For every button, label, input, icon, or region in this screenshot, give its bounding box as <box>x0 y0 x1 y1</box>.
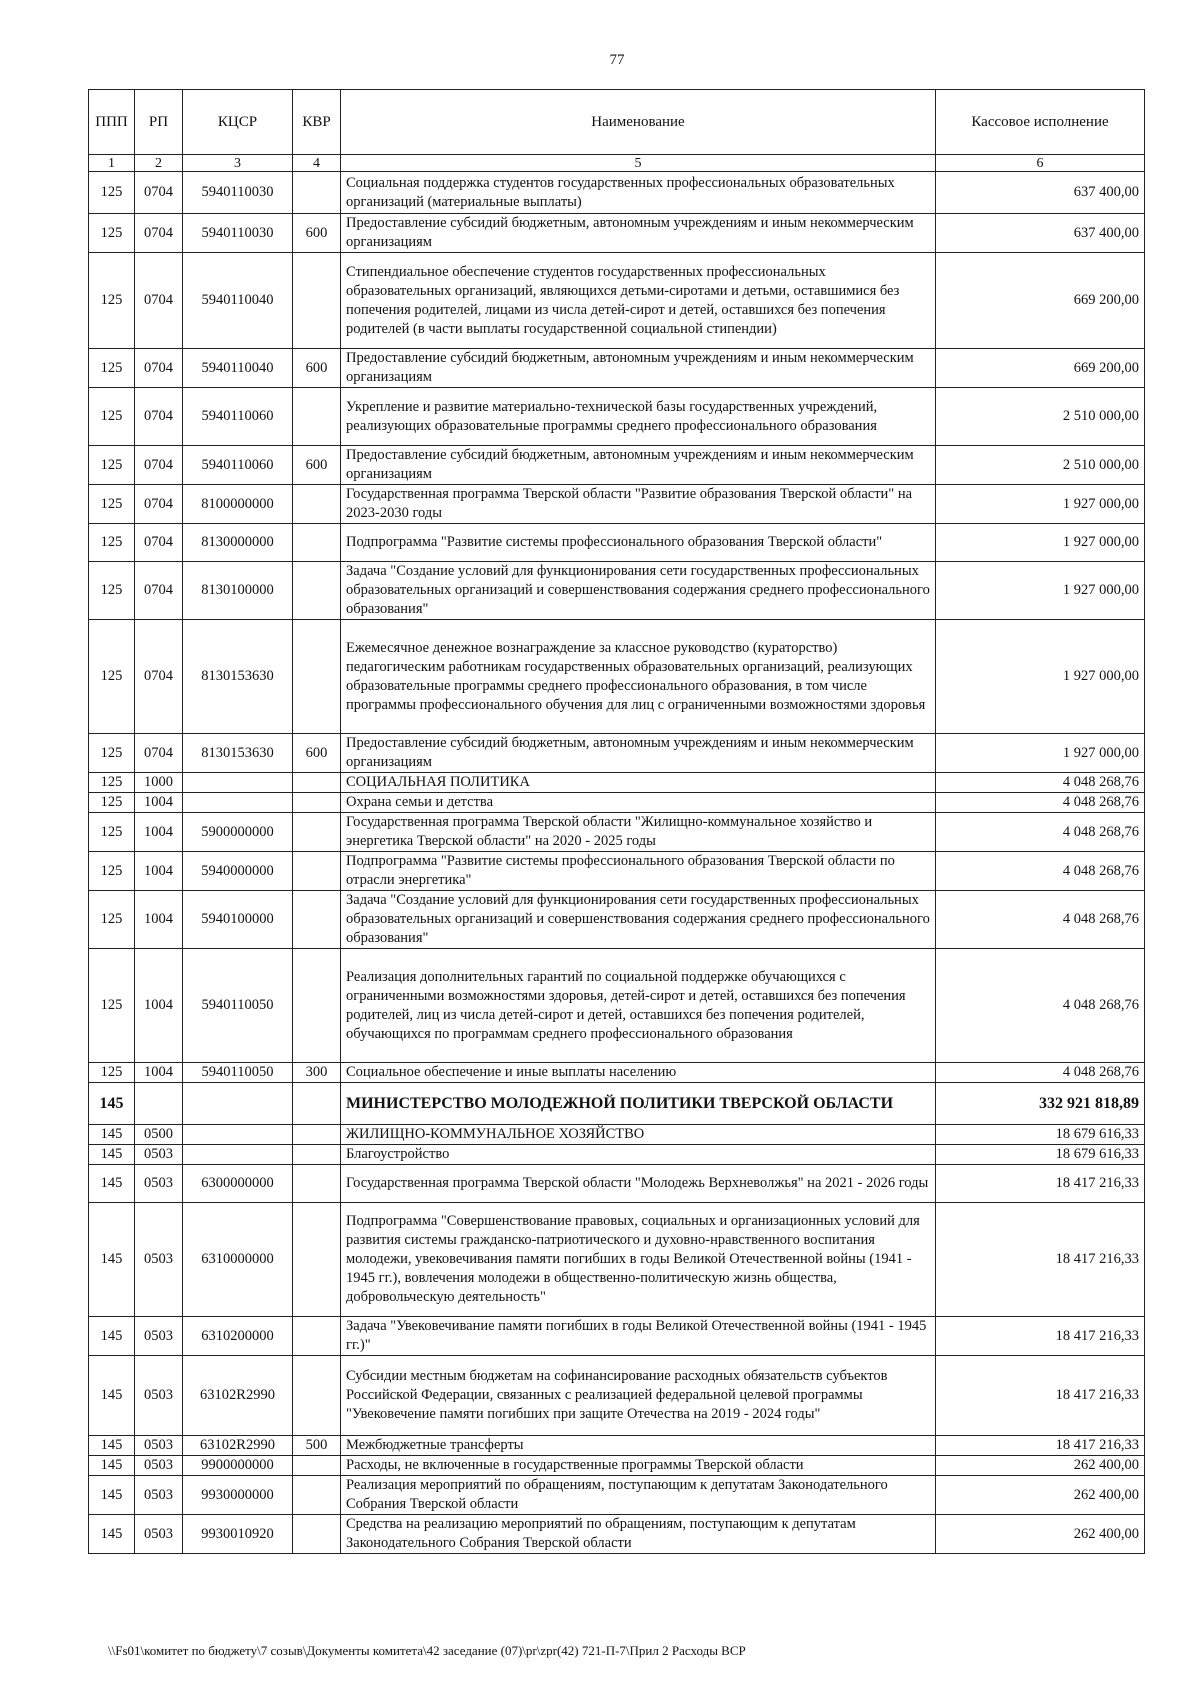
table-row <box>89 485 1145 524</box>
cell-kvr <box>293 1456 341 1476</box>
cell-ppp: 125 <box>89 949 135 1063</box>
cell-rp: 0503 <box>135 1456 183 1476</box>
cell-ppp: 125 <box>89 562 135 620</box>
column-number: 2 <box>135 155 183 172</box>
table-row <box>89 446 1145 485</box>
cell-name: Социальная поддержка студентов государственных профессиональных образовательных организаций (материальные выплаты) <box>341 172 936 214</box>
cell-kcsr: 5940110060 <box>183 388 293 446</box>
cell-rp: 0500 <box>135 1125 183 1145</box>
table-row <box>89 1083 1145 1125</box>
cell-amount: 1 927 000,00 <box>936 485 1145 524</box>
table-row <box>89 891 1145 949</box>
table-row <box>89 1436 1145 1456</box>
cell-kcsr: 9930010920 <box>183 1515 293 1554</box>
cell-rp: 0704 <box>135 349 183 388</box>
cell-name: Социальное обеспечение и иные выплаты населению <box>341 1063 936 1083</box>
cell-ppp: 125 <box>89 172 135 214</box>
cell-amount: 4 048 268,76 <box>936 813 1145 852</box>
cell-amount: 1 927 000,00 <box>936 620 1145 734</box>
table-row <box>89 524 1145 562</box>
cell-amount: 4 048 268,76 <box>936 773 1145 793</box>
cell-rp: 1004 <box>135 793 183 813</box>
cell-kvr <box>293 562 341 620</box>
cell-kvr <box>293 1203 341 1317</box>
cell-name: Государственная программа Тверской области "Развитие образования Тверской области" на 2023-2030 годы <box>341 485 936 524</box>
cell-kcsr: 5940110050 <box>183 949 293 1063</box>
cell-amount: 4 048 268,76 <box>936 852 1145 891</box>
cell-rp: 1004 <box>135 813 183 852</box>
table-row <box>89 562 1145 620</box>
table-row <box>89 1165 1145 1203</box>
cell-name: ЖИЛИЩНО-КОММУНАЛЬНОЕ ХОЗЯЙСТВО <box>341 1125 936 1145</box>
cell-amount: 1 927 000,00 <box>936 562 1145 620</box>
cell-ppp: 145 <box>89 1436 135 1456</box>
cell-ppp: 145 <box>89 1356 135 1436</box>
cell-name: Предоставление субсидий бюджетным, автономным учреждениям и иным некоммерческим организациям <box>341 214 936 253</box>
cell-amount: 1 927 000,00 <box>936 734 1145 773</box>
cell-ppp: 125 <box>89 734 135 773</box>
cell-kvr <box>293 388 341 446</box>
cell-rp: 0503 <box>135 1476 183 1515</box>
column-number: 6 <box>936 155 1145 172</box>
cell-rp: 1000 <box>135 773 183 793</box>
cell-name: Стипендиальное обеспечение студентов государственных профессиональных образовательных организаций, являющихся детьми-сиротами и детьми, оставшимися без попечения родителей, лицами из числа детей-сирот и детей, оставшихся без попечения родителей (в части выплаты государственной социальной стипендии) <box>341 253 936 349</box>
cell-ppp: 125 <box>89 793 135 813</box>
cell-kvr <box>293 485 341 524</box>
cell-kvr <box>293 172 341 214</box>
cell-amount: 18 417 216,33 <box>936 1165 1145 1203</box>
cell-name: Субсидии местным бюджетам на софинансирование расходных обязательств субъектов Российской Федерации, связанных с реализацией федеральной целевой программы "Увековечение памяти погибших при защите Отечества на 2019 - 2024 годы" <box>341 1356 936 1436</box>
table-row <box>89 773 1145 793</box>
cell-ppp: 145 <box>89 1145 135 1165</box>
cell-name: Ежемесячное денежное вознаграждение за классное руководство (кураторство) педагогическим работникам государственных образовательных организаций, реализующих образовательные программы среднего профессионального образования, в том числе программы профессионального обучения для лиц с ограниченными возможностями здоровья <box>341 620 936 734</box>
cell-ppp: 145 <box>89 1083 135 1125</box>
table-row <box>89 1356 1145 1436</box>
cell-ppp: 125 <box>89 773 135 793</box>
cell-kvr <box>293 793 341 813</box>
cell-amount: 637 400,00 <box>936 172 1145 214</box>
cell-ppp: 125 <box>89 1063 135 1083</box>
cell-rp: 0704 <box>135 620 183 734</box>
cell-kvr <box>293 1356 341 1436</box>
cell-kcsr: 8130000000 <box>183 524 293 562</box>
cell-amount: 4 048 268,76 <box>936 793 1145 813</box>
cell-rp: 0704 <box>135 172 183 214</box>
cell-kvr <box>293 524 341 562</box>
column-number-row <box>89 155 1145 172</box>
cell-rp: 0704 <box>135 485 183 524</box>
table-row <box>89 620 1145 734</box>
cell-amount: 669 200,00 <box>936 349 1145 388</box>
cell-rp: 0503 <box>135 1165 183 1203</box>
cell-kcsr: 5900000000 <box>183 813 293 852</box>
cell-name: Задача "Увековечивание памяти погибших в годы Великой Отечественной войны (1941 - 1945 гг.)" <box>341 1317 936 1356</box>
table-row <box>89 793 1145 813</box>
cell-kvr <box>293 1317 341 1356</box>
cell-kcsr: 5940100000 <box>183 891 293 949</box>
table-row <box>89 1456 1145 1476</box>
cell-kvr: 500 <box>293 1436 341 1456</box>
cell-kcsr <box>183 1125 293 1145</box>
cell-rp: 1004 <box>135 891 183 949</box>
cell-name: Расходы, не включенные в государственные программы Тверской области <box>341 1456 936 1476</box>
cell-kvr <box>293 773 341 793</box>
header-ppp: ППП <box>89 90 135 155</box>
cell-name: Укрепление и развитие материально-технической базы государственных учреждений, реализующих образовательные программы среднего профессионального образования <box>341 388 936 446</box>
cell-kcsr: 5940110040 <box>183 253 293 349</box>
cell-name: Предоставление субсидий бюджетным, автономным учреждениям и иным некоммерческим организациям <box>341 349 936 388</box>
cell-ppp: 125 <box>89 214 135 253</box>
cell-kvr <box>293 620 341 734</box>
cell-name: Задача "Создание условий для функционирования сети государственных профессиональных образовательных организаций и совершенствования содержания среднего профессионального образования" <box>341 562 936 620</box>
cell-rp: 0503 <box>135 1436 183 1456</box>
cell-ppp: 125 <box>89 524 135 562</box>
cell-kcsr: 63102R2990 <box>183 1356 293 1436</box>
cell-kvr <box>293 1145 341 1165</box>
table-row <box>89 214 1145 253</box>
cell-kcsr: 5940110040 <box>183 349 293 388</box>
cell-kvr <box>293 1083 341 1125</box>
cell-kcsr <box>183 1145 293 1165</box>
table-row <box>89 388 1145 446</box>
cell-amount: 18 417 216,33 <box>936 1436 1145 1456</box>
cell-rp: 0503 <box>135 1145 183 1165</box>
cell-name: Реализация дополнительных гарантий по социальной поддержке обучающихся с ограниченными возможностями здоровья, детей-сирот и детей, оставшихся без попечения родителей, лиц из числа детей-сирот и детей, оставшихся без попечения родителей, обучающихся по программам среднего профессионального образования <box>341 949 936 1063</box>
cell-amount: 1 927 000,00 <box>936 524 1145 562</box>
cell-kcsr: 8130100000 <box>183 562 293 620</box>
cell-ppp: 145 <box>89 1515 135 1554</box>
cell-kvr: 300 <box>293 1063 341 1083</box>
cell-name: Предоставление субсидий бюджетным, автономным учреждениям и иным некоммерческим организациям <box>341 446 936 485</box>
cell-amount: 332 921 818,89 <box>936 1083 1145 1125</box>
cell-name: Реализация мероприятий по обращениям, поступающим к депутатам Законодательного Собрания Тверской области <box>341 1476 936 1515</box>
cell-kcsr: 8130153630 <box>183 734 293 773</box>
cell-kcsr: 8130153630 <box>183 620 293 734</box>
cell-kvr: 600 <box>293 214 341 253</box>
cell-ppp: 145 <box>89 1317 135 1356</box>
cell-kcsr <box>183 773 293 793</box>
cell-kvr <box>293 1165 341 1203</box>
cell-ppp: 145 <box>89 1203 135 1317</box>
cell-kvr <box>293 253 341 349</box>
cell-amount: 18 679 616,33 <box>936 1125 1145 1145</box>
cell-rp: 0503 <box>135 1317 183 1356</box>
table-row <box>89 1515 1145 1554</box>
table-row <box>89 1317 1145 1356</box>
column-number: 5 <box>341 155 936 172</box>
cell-rp: 0704 <box>135 446 183 485</box>
cell-amount: 262 400,00 <box>936 1515 1145 1554</box>
cell-ppp: 125 <box>89 446 135 485</box>
cell-name: Государственная программа Тверской области "Жилищно-коммунальное хозяйство и энергетика Тверской области" на 2020 - 2025 годы <box>341 813 936 852</box>
cell-amount: 637 400,00 <box>936 214 1145 253</box>
cell-amount: 18 417 216,33 <box>936 1317 1145 1356</box>
budget-table <box>88 89 1145 1554</box>
cell-kvr: 600 <box>293 446 341 485</box>
footer-file-path: \\Fs01\комитет по бюджету\7 созыв\Документы комитета\42 заседание (07)\pr\zpr(42) 721-П-7\Прил 2 Расходы ВСР <box>108 1643 746 1658</box>
header-rp: РП <box>135 90 183 155</box>
cell-amount: 4 048 268,76 <box>936 1063 1145 1083</box>
cell-rp: 0704 <box>135 253 183 349</box>
column-number: 3 <box>183 155 293 172</box>
cell-rp: 0503 <box>135 1515 183 1554</box>
cell-kvr: 600 <box>293 349 341 388</box>
cell-name: Охрана семьи и детства <box>341 793 936 813</box>
cell-rp: 1004 <box>135 1063 183 1083</box>
table-row <box>89 1125 1145 1145</box>
header-kvr: КВР <box>293 90 341 155</box>
cell-kcsr: 8100000000 <box>183 485 293 524</box>
cell-kcsr <box>183 793 293 813</box>
cell-ppp: 125 <box>89 813 135 852</box>
cell-name: Подпрограмма "Развитие системы профессионального образования Тверской области" <box>341 524 936 562</box>
cell-kcsr: 5940110050 <box>183 1063 293 1083</box>
table-row <box>89 1476 1145 1515</box>
cell-kcsr: 5940110030 <box>183 214 293 253</box>
cell-rp: 0704 <box>135 562 183 620</box>
cell-ppp: 125 <box>89 852 135 891</box>
cell-ppp: 125 <box>89 485 135 524</box>
table-row <box>89 1203 1145 1317</box>
cell-amount: 4 048 268,76 <box>936 891 1145 949</box>
cell-rp: 1004 <box>135 949 183 1063</box>
cell-rp: 0503 <box>135 1203 183 1317</box>
cell-kcsr: 5940110060 <box>183 446 293 485</box>
cell-ppp: 125 <box>89 620 135 734</box>
header-name: Наименование <box>341 90 936 155</box>
table-row <box>89 172 1145 214</box>
cell-amount: 262 400,00 <box>936 1456 1145 1476</box>
cell-kcsr: 63102R2990 <box>183 1436 293 1456</box>
cell-kcsr: 9930000000 <box>183 1476 293 1515</box>
cell-rp <box>135 1083 183 1125</box>
header-amount: Кассовое исполнение <box>936 90 1145 155</box>
header-row <box>89 90 1145 155</box>
cell-kvr <box>293 813 341 852</box>
cell-ppp: 145 <box>89 1165 135 1203</box>
table-row <box>89 813 1145 852</box>
cell-ppp: 125 <box>89 891 135 949</box>
cell-kvr: 600 <box>293 734 341 773</box>
cell-kcsr: 5940000000 <box>183 852 293 891</box>
cell-rp: 0704 <box>135 524 183 562</box>
cell-rp: 1004 <box>135 852 183 891</box>
cell-name: Подпрограмма "Совершенствование правовых, социальных и организационных условий для развития системы гражданско-патриотического и духовно-нравственного воспитания молодежи, увековечивания памяти погибших в годы Великой Отечественной войны (1941 - 1945 гг.), вовлечения молодежи в общественно-политическую жизнь общества, добровольческую деятельность" <box>341 1203 936 1317</box>
cell-kvr <box>293 1515 341 1554</box>
cell-amount: 18 679 616,33 <box>936 1145 1145 1165</box>
cell-ppp: 145 <box>89 1125 135 1145</box>
cell-amount: 18 417 216,33 <box>936 1203 1145 1317</box>
cell-kvr <box>293 949 341 1063</box>
cell-kvr <box>293 852 341 891</box>
cell-amount: 2 510 000,00 <box>936 388 1145 446</box>
cell-kcsr <box>183 1083 293 1125</box>
cell-ppp: 125 <box>89 388 135 446</box>
table-row <box>89 734 1145 773</box>
cell-kcsr: 9900000000 <box>183 1456 293 1476</box>
page-number: 77 <box>609 52 625 68</box>
cell-rp: 0704 <box>135 388 183 446</box>
cell-amount: 18 417 216,33 <box>936 1356 1145 1436</box>
header-kcsr: КЦСР <box>183 90 293 155</box>
cell-name: Государственная программа Тверской области "Молодежь Верхневолжья" на 2021 - 2026 годы <box>341 1165 936 1203</box>
cell-name: Межбюджетные трансферты <box>341 1436 936 1456</box>
cell-name: Средства на реализацию мероприятий по обращениям, поступающим к депутатам Законодательного Собрания Тверской области <box>341 1515 936 1554</box>
cell-kcsr: 6310200000 <box>183 1317 293 1356</box>
column-number: 1 <box>89 155 135 172</box>
cell-kvr <box>293 891 341 949</box>
cell-amount: 2 510 000,00 <box>936 446 1145 485</box>
table-row <box>89 949 1145 1063</box>
table-row <box>89 253 1145 349</box>
cell-rp: 0503 <box>135 1356 183 1436</box>
cell-kcsr: 6300000000 <box>183 1165 293 1203</box>
cell-name: Подпрограмма "Развитие системы профессионального образования Тверской области по отрасли энергетика" <box>341 852 936 891</box>
cell-name: Предоставление субсидий бюджетным, автономным учреждениям и иным некоммерческим организациям <box>341 734 936 773</box>
cell-rp: 0704 <box>135 214 183 253</box>
cell-name: МИНИСТЕРСТВО МОЛОДЕЖНОЙ ПОЛИТИКИ ТВЕРСКОЙ ОБЛАСТИ <box>341 1083 936 1125</box>
cell-name: Задача "Создание условий для функционирования сети государственных профессиональных образовательных организаций и совершенствования содержания среднего профессионального образования" <box>341 891 936 949</box>
cell-rp: 0704 <box>135 734 183 773</box>
cell-ppp: 145 <box>89 1456 135 1476</box>
cell-amount: 4 048 268,76 <box>936 949 1145 1063</box>
cell-kvr <box>293 1125 341 1145</box>
table-body <box>89 172 1145 1554</box>
cell-kvr <box>293 1476 341 1515</box>
cell-name: СОЦИАЛЬНАЯ ПОЛИТИКА <box>341 773 936 793</box>
cell-kcsr: 6310000000 <box>183 1203 293 1317</box>
cell-ppp: 145 <box>89 1476 135 1515</box>
table-row <box>89 1063 1145 1083</box>
cell-ppp: 125 <box>89 349 135 388</box>
cell-name: Благоустройство <box>341 1145 936 1165</box>
cell-amount: 669 200,00 <box>936 253 1145 349</box>
column-number: 4 <box>293 155 341 172</box>
cell-kcsr: 5940110030 <box>183 172 293 214</box>
table-row <box>89 852 1145 891</box>
cell-amount: 262 400,00 <box>936 1476 1145 1515</box>
table-row <box>89 349 1145 388</box>
table-row <box>89 1145 1145 1165</box>
cell-ppp: 125 <box>89 253 135 349</box>
